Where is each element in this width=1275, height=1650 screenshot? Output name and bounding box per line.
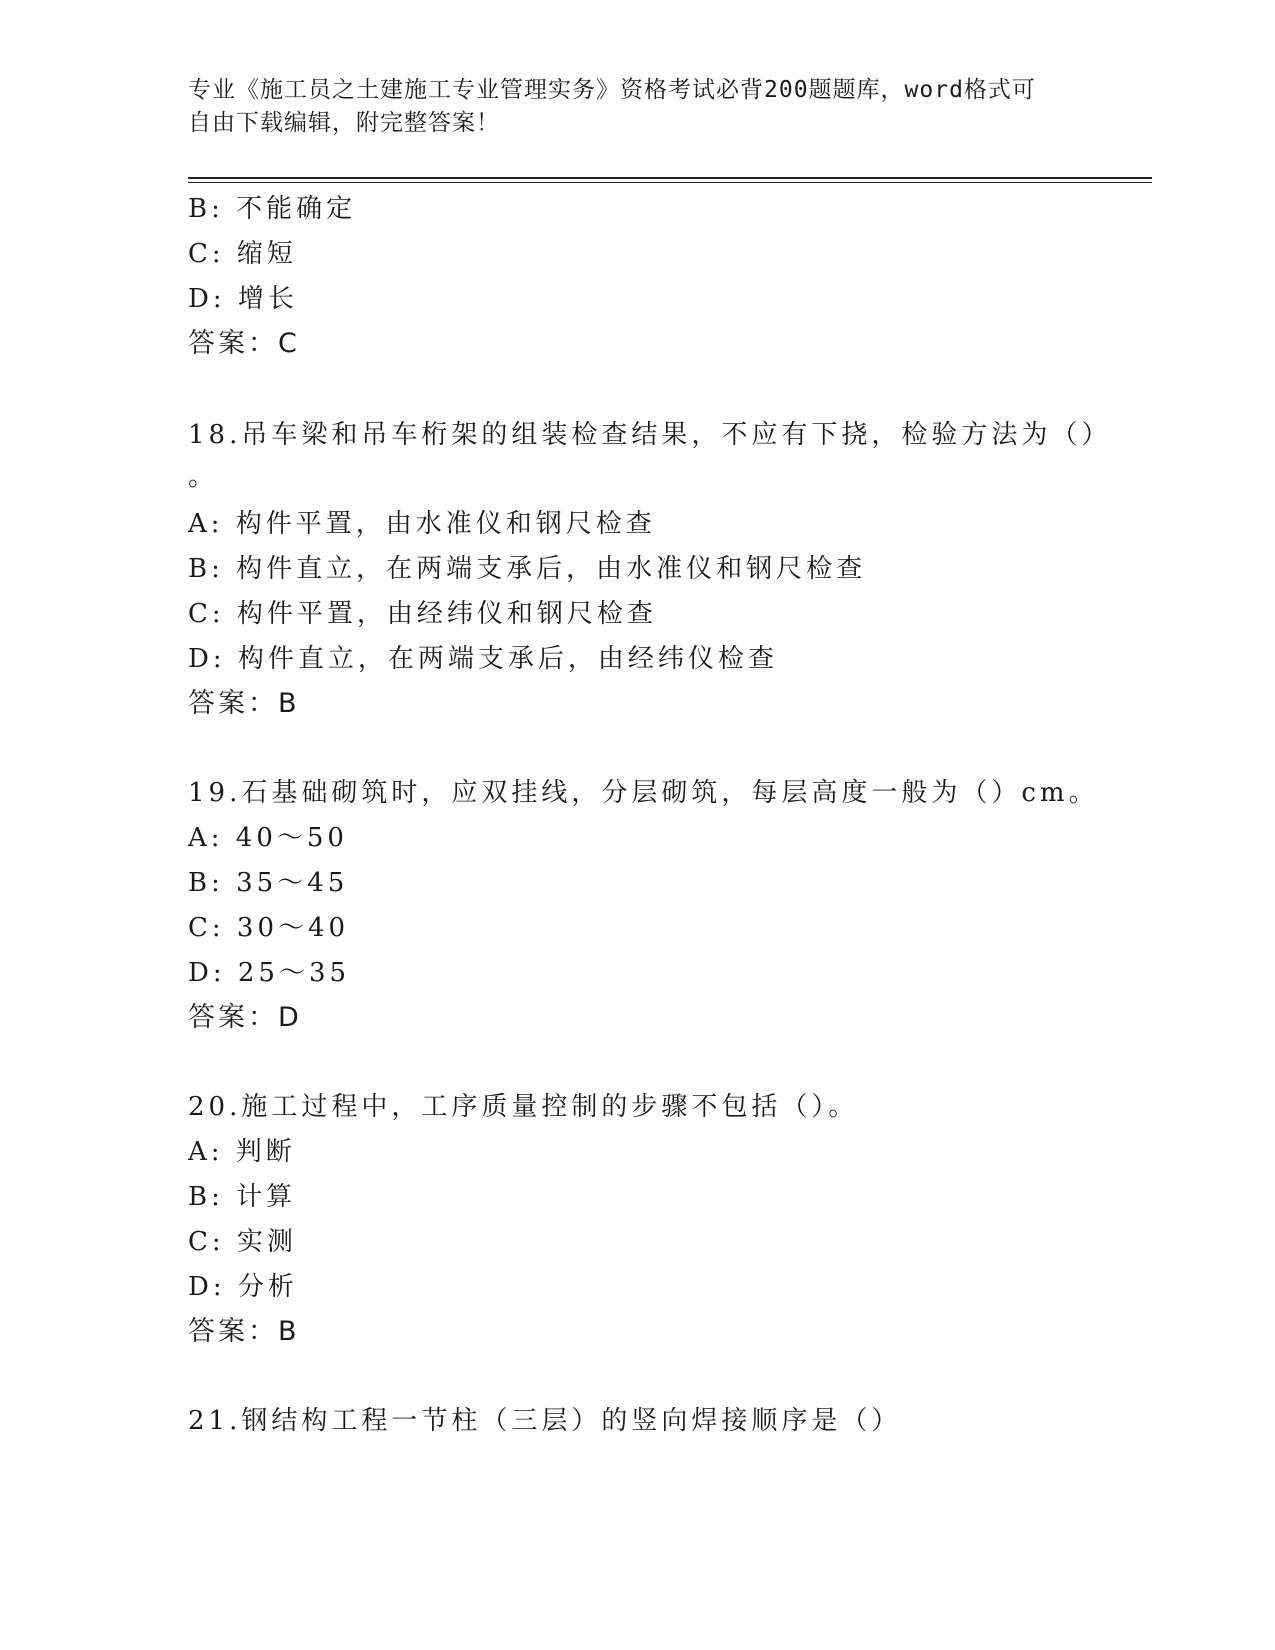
- q17-option-c: C: 缩短: [188, 239, 297, 269]
- header-divider-thick: [188, 177, 1152, 179]
- q18-option-b: B: 构件直立，在两端支承后，由水准仪和钢尺检查: [188, 554, 867, 584]
- document-header: [188, 74, 1088, 140]
- q19-option-b: B: 35～45: [188, 868, 349, 898]
- q20-option-d: D: 分析: [188, 1272, 298, 1302]
- header-divider-thin: [188, 182, 1152, 183]
- q20-option-c: C: 实测: [188, 1227, 297, 1257]
- q18-question: 18.吊车梁和吊车桁架的组装检查结果，不应有下挠，检验方法为（）: [188, 420, 1112, 450]
- q20-option-a: A: 判断: [188, 1137, 296, 1167]
- q19-option-c: C: 30～40: [188, 913, 350, 943]
- q18-question-cont: 。: [188, 462, 219, 492]
- q18-answer: 答案：B: [188, 688, 300, 719]
- q18-option-a: A: 构件平置，由水准仪和钢尺检查: [188, 509, 656, 539]
- q20-option-b: B: 计算: [188, 1182, 297, 1212]
- q20-answer: 答案：B: [188, 1316, 300, 1347]
- q19-option-d: D: 25～35: [188, 958, 351, 988]
- q17-answer: 答案：C: [188, 328, 300, 359]
- header-line-1: 专业《施工员之土建施工专业管理实务》资格考试必背200题题库，word格式可: [188, 77, 1036, 103]
- q20-question: 20.施工过程中，工序质量控制的步骤不包括（）。: [188, 1092, 859, 1122]
- q19-question: 19.石基础砌筑时，应双挂线，分层砌筑，每层高度一般为（）cm。: [188, 778, 1099, 808]
- q19-answer: 答案：D: [188, 1002, 302, 1033]
- q17-option-b: B: 不能确定: [188, 194, 357, 224]
- q18-option-d: D: 构件直立，在两端支承后，由经纬仪检查: [188, 644, 778, 674]
- q17-option-d: D: 增长: [188, 284, 298, 314]
- q19-option-a: A: 40～50: [188, 823, 348, 853]
- q21-question: 21.钢结构工程一节柱（三层）的竖向焊接顺序是（）: [188, 1406, 902, 1436]
- header-line-2: 自由下载编辑，附完整答案！: [188, 110, 500, 136]
- q18-option-c: C: 构件平置，由经纬仪和钢尺检查: [188, 599, 657, 629]
